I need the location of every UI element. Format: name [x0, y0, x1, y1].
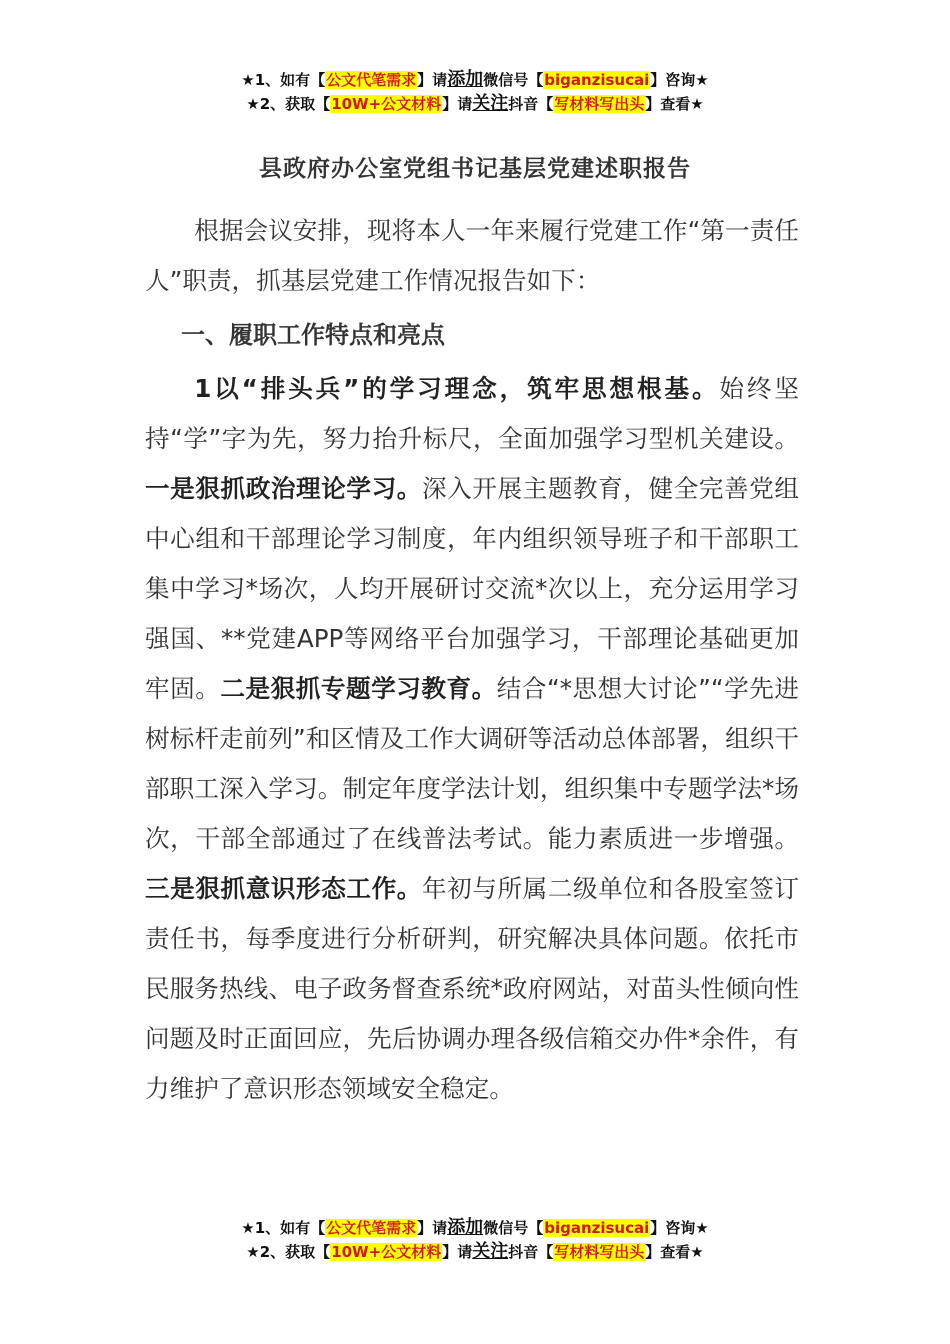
paragraph-text: 始终坚持“学”字为先，努力抬升标尺，全面加强学习型机关建设。	[145, 374, 799, 453]
banner-text: 】咨询★	[650, 1219, 709, 1237]
banner-highlight: 10W+公文材料	[331, 95, 442, 113]
banner-text: 微信号【	[483, 1219, 544, 1237]
banner-emphasis: 添加	[447, 69, 484, 90]
banner-text: 抖音【	[508, 95, 554, 113]
banner-emphasis: 关注	[472, 93, 509, 114]
banner-text: 抖音【	[508, 1243, 554, 1261]
banner-text: 】请	[442, 95, 473, 113]
banner-highlight: 10W+公文材料	[331, 1243, 442, 1261]
banner-highlight: biganzisucai	[544, 71, 650, 89]
paragraph-heading: 1以“排头兵”的学习理念，筑牢思想根基。	[194, 374, 720, 403]
document-body	[145, 206, 799, 1114]
banner-highlight: 写材料写出头	[554, 95, 645, 113]
banner-line-1	[0, 1216, 950, 1240]
banner-text: 】查看★	[645, 95, 704, 113]
document-title: 县政府办公室党组书记基层党建述职报告	[259, 156, 691, 182]
banner-line-2	[0, 92, 950, 116]
paragraph-text: 结合“*思想大讨论”“学先进树标杆走前列”和区情及工作大调研等活动总体部署，组织干部职工深入学习。制定年度学法计划，组织集中专题学法*场次，干部全部通过了在线普法考试。能力素质进一步增强。	[145, 674, 799, 853]
banner-text: ★1、如有【	[241, 1219, 326, 1237]
banner-highlight: 公文代笔需求	[326, 1219, 417, 1237]
intro-paragraph: 根据会议安排，现将本人一年来履行党建工作“第一责任人”职责，抓基层党建工作情况报告如下：	[145, 216, 799, 295]
banner-highlight: 写材料写出头	[554, 1243, 645, 1261]
paragraph-text: 年初与所属二级单位和各股室签订责任书，每季度进行分析研判，研究解决具体问题。依托市民服务热线、电子政务督查系统*政府网站，对苗头性倾向性问题及时正面回应，先后协调办理各级信箱交办件*余件，有力维护了意识形态领域安全稳定。	[145, 874, 799, 1103]
bottom-banner	[0, 1216, 950, 1264]
body-paragraph	[145, 364, 799, 1114]
banner-emphasis: 关注	[472, 1241, 509, 1262]
banner-text: 微信号【	[483, 71, 544, 89]
banner-text: 】咨询★	[650, 71, 709, 89]
banner-text: ★1、如有【	[241, 71, 326, 89]
banner-highlight: 公文代笔需求	[326, 71, 417, 89]
point-heading: 三是狠抓意识形态工作。	[145, 874, 422, 903]
banner-emphasis: 添加	[447, 1217, 484, 1238]
point-heading: 一是狠抓政治理论学习。	[145, 474, 422, 503]
banner-text: 】查看★	[645, 1243, 704, 1261]
banner-text: 】请	[417, 71, 448, 89]
banner-highlight: biganzisucai	[544, 1219, 650, 1237]
banner-line-2	[0, 1240, 950, 1264]
banner-text: ★2、获取【	[246, 1243, 331, 1261]
banner-text: ★2、获取【	[246, 95, 331, 113]
top-banner	[0, 68, 950, 116]
banner-text: 】请	[442, 1243, 473, 1261]
point-heading: 二是狠抓专题学习教育。	[220, 674, 497, 703]
paragraph-text: 深入开展主题教育，健全完善党组中心组和干部理论学习制度，年内组织领导班子和干部职工集中学习*场次，人均开展研讨交流*次以上，充分运用学习强国、**党建APP等网络平台加强学习，干部理论基础更加牢固。	[145, 474, 799, 703]
banner-line-1	[0, 68, 950, 92]
banner-text: 】请	[417, 1219, 448, 1237]
section-heading: 一、履职工作特点和亮点	[181, 321, 445, 349]
